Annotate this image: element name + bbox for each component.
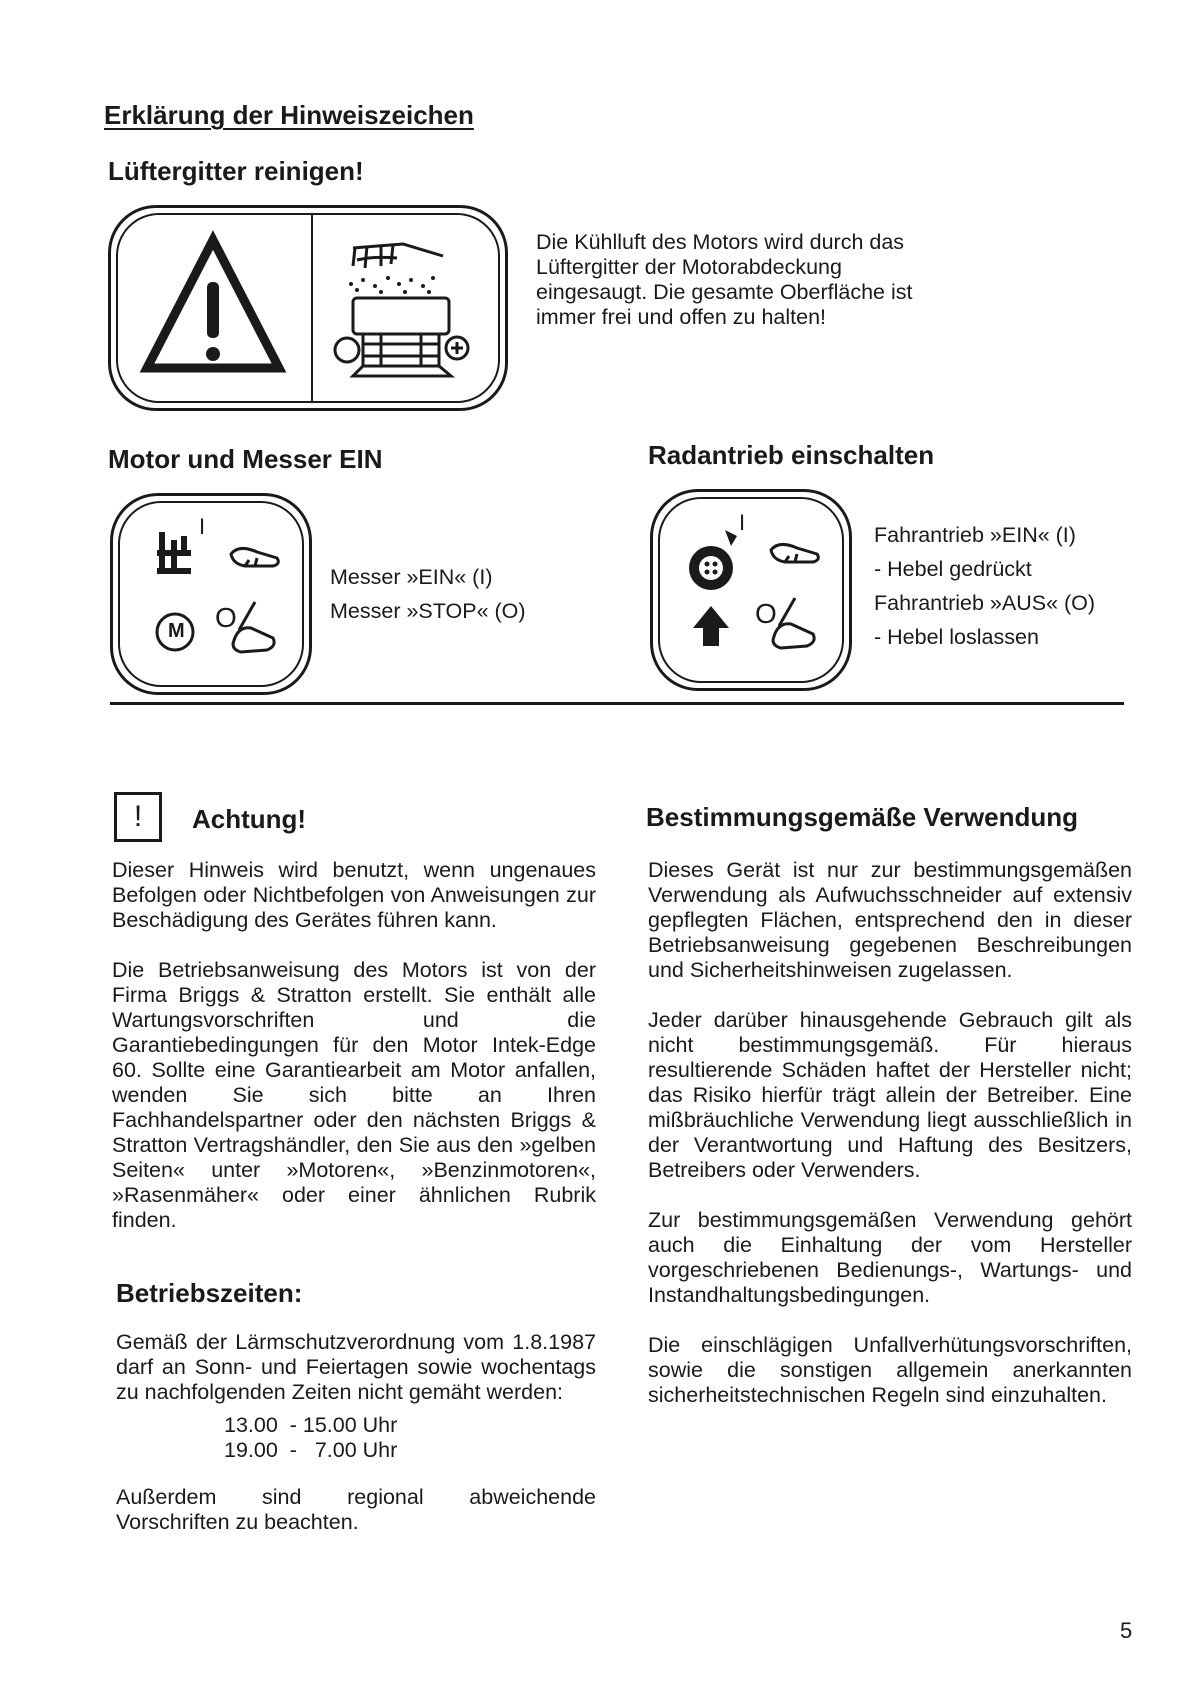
time-range-1: 13.00 - 15.00 Uhr [224, 1413, 398, 1437]
motor-section-title: Motor und Messer EIN [108, 444, 383, 474]
usage-paragraph-3: Zur bestimmungsgemäßen Verwendung gehört auch die Einhaltung der vom Hersteller vorgeschriebenen Bedienungs-, Wartungs- und Instandhaltungsbedingungen. [648, 1208, 1132, 1307]
fan-warning-panel [108, 205, 508, 411]
attention-text [112, 858, 596, 1258]
usage-paragraph-2: Jeder darüber hinausgehende Gebrauch gilt als nicht bestimmungsgemäß. Für hieraus resultierende Schäden haftet der Hersteller nicht; das Risiko hierfür trägt allein der Betreiber. Eine mißbräuchliche Verwendung liegt ausschließlich in der Verantwortung und Haftung des Besitzers, Betreibers oder Verwenders. [648, 1008, 1132, 1182]
drive-line-pressed: - Hebel gedrückt [874, 557, 1032, 581]
usage-paragraph-4: Die einschlägigen Unfallverhütungsvorschriften, sowie die sonstigen allgemein anerkannten sicherheitstechnischen Regeln sind einzuhalten. [648, 1333, 1132, 1407]
drive-line-on: Fahrantrieb »EIN« (I) [874, 523, 1076, 547]
motor-line-stop: Messer »STOP« (O) [330, 599, 526, 623]
usage-paragraph-1: Dieses Gerät ist nur zur bestimmungsgemäßen Verwendung als Aufwuchsschneider auf extensiv gepflegten Flächen, entsprechend den in dieser Betriebsanweisung gegebenen Beschreibungen und Sicherheitshinweisen zugelassen. [648, 858, 1132, 982]
drive-line-off: Fahrantrieb »AUS« (O) [874, 591, 1096, 615]
warning-triangle-icon [139, 230, 287, 380]
time-range-2: 19.00 - 7.00 Uhr [224, 1438, 398, 1462]
drive-symbol-panel [650, 489, 852, 691]
attention-title: Achtung! [192, 804, 307, 834]
engine-manual-paragraph: Die Betriebsanweisung des Motors ist von der Firma Briggs & Stratton erstellt. Sie enthält alle Wartungsvorschriften und die Garantiebedingungen für den Motor Intek-Edge 60. Sollte eine Garantiearbeit am Motor anfallen, wenden Sie sich bitte an Ihren Fachhandelspartner oder den nächsten Briggs & Stratton Vertragshändler, den Sie aus den »gelben Seiten« unter »Motoren«, »Benzinmotoren«, »Rasenmäher« oder einer ähnlichen Rubrik finden. [112, 958, 596, 1232]
page-number: 5 [1120, 1618, 1133, 1643]
page-title: Erklärung der Hinweiszeichen [104, 100, 474, 130]
usage-title: Bestimmungsgemäße Verwendung [646, 802, 1078, 832]
section-divider [110, 702, 1124, 705]
motor-symbol-panel [110, 493, 312, 695]
fan-section-title: Lüftergitter reinigen! [108, 156, 364, 186]
hours-text [116, 1330, 596, 1560]
motor-m-label: M [168, 620, 185, 642]
hours-title: Betriebszeiten: [116, 1278, 303, 1308]
drive-description [874, 518, 1095, 654]
motor-symbol-on: I [199, 514, 206, 539]
hours-regional-note: Außerdem sind regional abweichende Vorschriften zu beachten. [116, 1485, 596, 1534]
drive-symbol-off: O [755, 598, 777, 629]
attention-box-icon: ! [114, 792, 162, 842]
motor-symbol-off: O [215, 602, 237, 633]
drive-section-title: Radantrieb einschalten [648, 440, 935, 470]
blade-lever-icon [127, 510, 297, 680]
drive-line-release: - Hebel loslassen [874, 625, 1039, 649]
wheel-drive-icon [667, 506, 837, 676]
hours-times [116, 1413, 596, 1463]
fan-description: Die Kühlluft des Motors wird durch das Lüftergitter der Motorabdeckung eingesaugt. Die gesamte Oberfläche ist immer frei und offen zu halten! [536, 230, 913, 329]
motor-line-on: Messer »EIN« (I) [330, 565, 493, 589]
motor-description [330, 560, 526, 628]
attention-paragraph: Dieser Hinweis wird benutzt, wenn ungenaues Befolgen oder Nichtbefolgen von Anweisungen zur Beschädigung des Gerätes führen kann. [112, 858, 596, 932]
drive-symbol-on: I [739, 510, 746, 535]
usage-text [648, 858, 1132, 1433]
hours-paragraph: Gemäß der Lärmschutzverordnung vom 1.8.1987 darf an Sonn- und Feiertagen sowie wochentags zu nachfolgenden Zeiten nicht gemäht werden: [116, 1330, 596, 1404]
brush-engine-icon [333, 226, 483, 390]
